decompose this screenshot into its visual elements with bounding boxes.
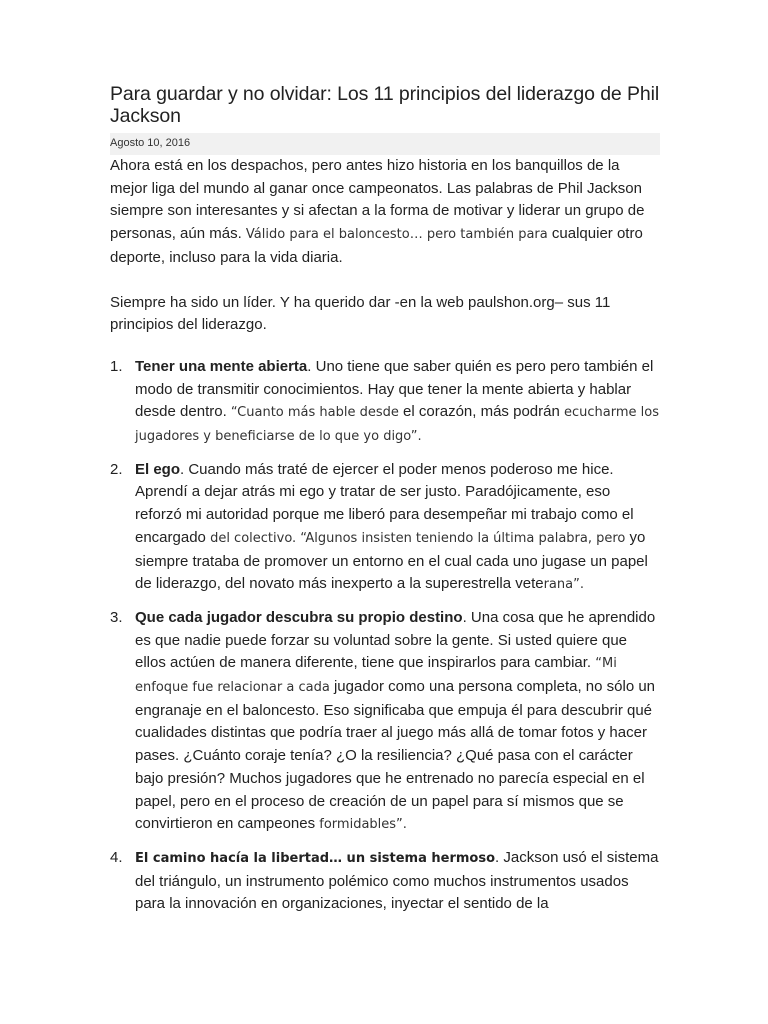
- principle-item: [110, 607, 660, 837]
- principle-item: [110, 356, 660, 449]
- principle-lead: Que cada jugador descubra su propio destino: [135, 608, 463, 626]
- principle-number: 4.: [110, 848, 123, 866]
- principle-number: 2.: [110, 460, 123, 478]
- principle-lead: El camino hacía la libertad… un sistema hermoso: [135, 850, 496, 866]
- principle-item: [110, 459, 660, 597]
- principle-text: . Uno tiene que saber quién es pero pero también el modo de transmitir conocimientos. Hay que tener la mente abierta y hablar desde dentro.: [135, 357, 654, 421]
- principle-text: . Una cosa que he aprendido es que nadie puede forzar su voluntad sobre la gente. Si usted quiere que ellos actúen de manera diferente, tiene que inspirarlos para cambiar.: [135, 608, 656, 672]
- principle-text: . Jackson usó el sistema del triángulo, un instrumento polémico como muchos instrumentos usados para la innovación en organizaciones, inyectar el sentido de la: [135, 848, 659, 913]
- principle-text-b: yo siempre trataba de promover un entorno en el cual cada uno jugase un papel de liderazgo, del novato más inexperto a la superestrella vete: [135, 528, 648, 593]
- principle-quote-a: del colectivo. “Algunos insisten teniendo la última palabra, pero: [210, 530, 626, 546]
- principle-quote-a: “Mi enfoque fue relacionar a cada: [135, 656, 617, 696]
- principle-quote-a: “Cuanto más hable desde: [230, 405, 399, 421]
- intro-paragraph: [110, 155, 660, 270]
- principle-text-b: el corazón, más podrán: [398, 403, 564, 421]
- principles-list: [110, 356, 660, 916]
- principle-item: [110, 847, 660, 916]
- intro-text-a: Ahora está en los despachos, pero antes hizo historia en los banquillos de la mejor liga del mundo al ganar once campeonatos. Las palabras de Phil Jackson siempre son interesantes y si afectan a la forma de motivar y liderar un grupo de personas, aún más.: [110, 157, 645, 243]
- principle-quote-b: rana”.: [543, 577, 584, 593]
- intro-text-b: Válido para el baloncesto… pero también para: [245, 227, 548, 243]
- principle-quote-b: ecucharme los jugadores y beneficiarse de lo que yo digo”.: [135, 405, 659, 445]
- article-date: Agosto 10, 2016: [110, 133, 660, 155]
- principle-text: . Cuando más traté de ejercer el poder menos poderoso me hice. Aprendí a dejar atrás mi ego y tratar de ser justo. Paradójicamente, eso reforzó mi autoridad porque me liberó para desempeñar mi trabajo como el encargado: [135, 460, 634, 546]
- principle-quote-b: formidables”.: [319, 817, 407, 833]
- intro2-paragraph: Siempre ha sido un líder. Y ha querido dar -en la web paulshon.org– sus 11 principios del liderazgo.: [110, 293, 611, 334]
- article-title: Para guardar y no olvidar: Los 11 principios del liderazgo de Phil Jackson: [110, 83, 660, 127]
- article: [110, 83, 660, 926]
- principle-lead: Tener una mente abierta: [135, 357, 308, 375]
- article-body: [110, 155, 660, 916]
- intro-text-c: cualquier otro deporte, incluso para la vida diaria.: [110, 225, 643, 266]
- principle-number: 1.: [110, 357, 123, 375]
- principle-number: 3.: [110, 608, 123, 626]
- principle-lead: El ego: [135, 460, 181, 478]
- principle-text-b: jugador como una persona completa, no sólo un engranaje en el baloncesto. Eso significaba que empuja él para descubrir qué cualidades distintas que podría traer al juego más allá de tomar fotos y hacer pases. ¿Cuánto coraje tenía? ¿O la resiliencia? ¿Qué pasa con el carácter bajo presión? Muchos jugadores que he entrenado no parecía especial en el papel, pero en el proceso de creación de un papel para sí mismos que se convirtieron en campeones: [135, 678, 656, 833]
